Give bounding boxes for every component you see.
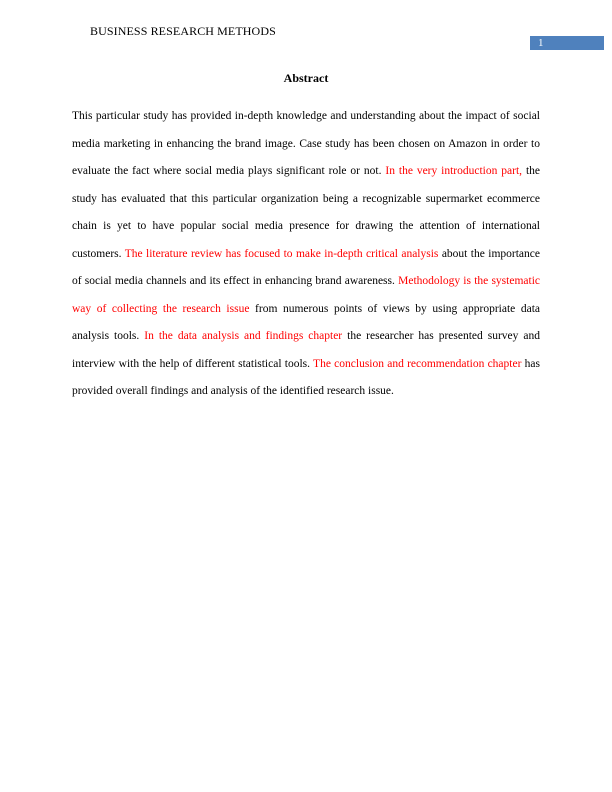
abstract-text-segment: This particular study has provided in-depth knowledge and understanding about the impact of social media marketing in enhancing the brand image. Case study has been chosen on Amazon in order to evaluate the fact where social media plays significant role or not. (72, 110, 540, 177)
abstract-text-segment: the researcher has presented survey and interview with the help of different statistical tools. (72, 330, 540, 370)
abstract-text-segment: about the importance of social media channels and its effect in enhancing brand awareness. (72, 247, 540, 287)
abstract-heading: Abstract (283, 71, 329, 85)
abstract-text-segment: from numerous points of views by using appropriate data analysis tools. (72, 302, 541, 342)
highlighted-text-segment: In the very introduction part, (385, 165, 523, 177)
highlighted-text-segment: Methodology is the systematic way of collecting the research issue (72, 275, 541, 315)
abstract-text-segment: has provided overall findings and analysis of the identified research issue. (72, 357, 540, 397)
highlighted-text-segment: The conclusion and recommendation chapter (313, 357, 522, 370)
abstract-text-segment: the study has evaluated that this particular organization being a recognizable supermarket ecommerce chain is yet to have popular social media presence for drawing the attention of international customers. (72, 165, 540, 260)
page-number-bar (530, 36, 604, 50)
highlighted-text-segment: The literature review has focused to make in-depth critical analysis (124, 247, 439, 260)
running-head: BUSINESS RESEARCH METHODS (90, 24, 276, 38)
highlighted-text-segment: In the data analysis and findings chapter (144, 330, 343, 342)
page-number: 1 (538, 37, 544, 49)
abstract-paragraph (72, 103, 540, 406)
